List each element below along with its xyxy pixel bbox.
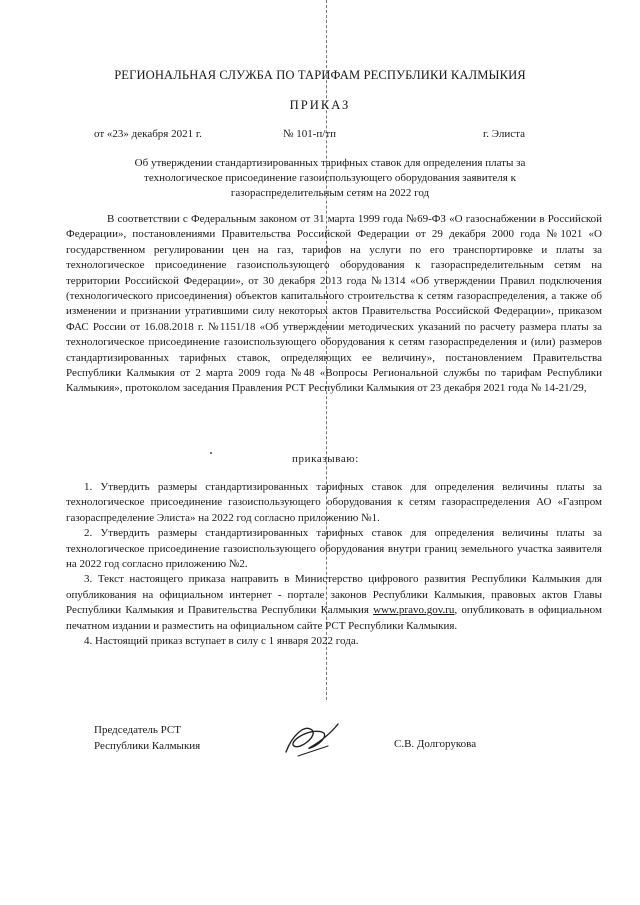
order-item-1: 1. Утвердить размеры стандартизированных тарифных ставок для определения величины платы за технологическое присоединение газоиспользующего оборудования к сетям газораспределения АО «Газпром газораспределение Элиста» на 2022 год согласно приложению №1.: [66, 481, 602, 524]
decree-word: приказываю:: [292, 453, 359, 465]
order-items: [66, 480, 602, 649]
document-city: г. Элиста: [483, 128, 525, 140]
signatory-title-line-2: Республики Калмыкия: [94, 740, 201, 752]
preamble-paragraph: В соответствии с Федеральным законом от 31 марта 1999 года №69-ФЗ «О газоснабжении в Российской Федерации», постановлениями Правительства Российской Федерации от 29 декабря 2000 года №1021 «О государственном регулировании цен на газ, тарифов на услуги по его транспортировке и платы за технологическое присоединение газоиспользующего оборудования к газораспределительным сетям на территории Российской Федерации», от 30 декабря 2013 года №1314 «Об утверждении Правил подключения (технологического присоединения) объектов капитального строительства к сетям газораспределения, а также об изменении и признании утратившими силу некоторых актов Правительства Российской Федерации», приказом ФАС России от 16.08.2018 г. №1151/18 «Об утверждении методических указаний по расчету размера платы за технологическое присоединение газоиспользующего оборудования к сетям газораспределения и (или) размеров стандартизированных тарифных ставок, определяющих ее величину», постановлением Правительства Республики Калмыкия от 2 марта 2009 года №48 «Вопросы Региональной службы по тарифам Республики Калмыкия», протоколом заседания Правления РСТ Республики Калмыкия от 23 декабря 2021 года № 14-21/29,: [66, 213, 602, 395]
signatory-title-line-1: Председатель РСТ: [94, 724, 181, 736]
order-item-3-text: 3. Текст настоящего приказа направить в Министерство цифрового развития Республики Калмыкия для опубликования на официальном интернет - портале законов Республики Калмыкия, правовых актов Главы Республики Калмыкия и Правительства Республики Калмыкия: [66, 573, 602, 617]
document-number: № 101-п/тп: [283, 128, 337, 140]
signatory-name: С.В. Долгорукова: [394, 738, 477, 750]
handwritten-signature: [278, 716, 342, 760]
document-date: от «23» декабря 2021 г.: [94, 128, 202, 140]
document-title: Об утверждении стандартизированных тарифных ставок для определения платы за технологическое присоединение газоиспользующего оборудования заявителя к газораспределительным сетям на 2022 год: [134, 157, 526, 199]
order-item-4: 4. Настоящий приказ вступает в силу с 1 января 2022 года.: [84, 635, 359, 648]
order-item-2: 2. Утвердить размеры стандартизированных тарифных ставок для определения величины платы за технологическое присоединение газоиспользующего оборудования внутри границ земельного участка заявителя на 2022 год согласно приложению №2.: [66, 527, 602, 571]
organization-name: РЕГИОНАЛЬНАЯ СЛУЖБА ПО ТАРИФАМ РЕСПУБЛИКИ КАЛМЫКИЯ: [114, 68, 526, 82]
document-type: ПРИКАЗ: [289, 98, 351, 112]
signatory-title: [94, 722, 200, 754]
order-item-3: [66, 572, 602, 634]
order-item-3-tail: , опубликовать в официальном печатном издании и разместить на официальном сайте РСТ Республики Калмыкия.: [66, 604, 602, 632]
scan-speck: [210, 452, 212, 454]
pravo-link[interactable]: www.pravo.gov.ru: [373, 604, 455, 617]
